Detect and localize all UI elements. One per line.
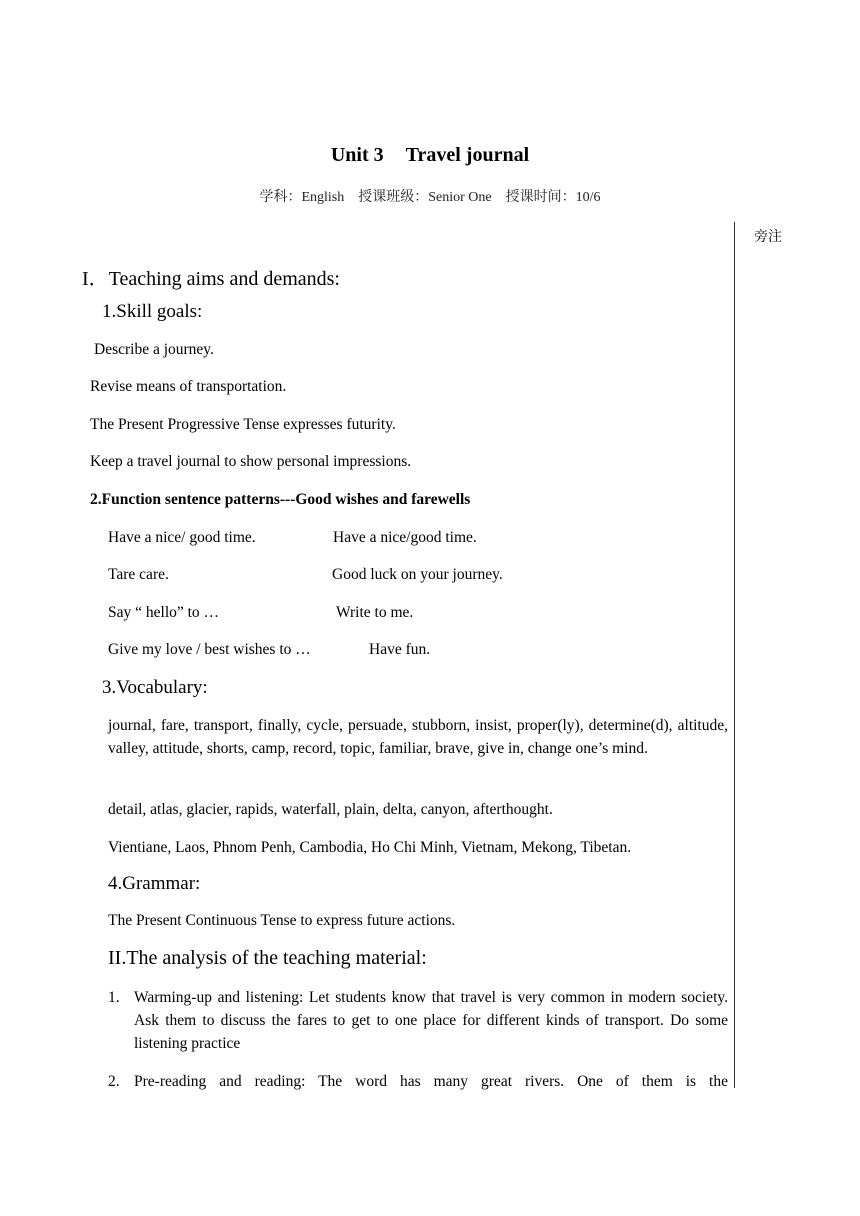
vocabulary-heading: 3.Vocabulary: bbox=[102, 677, 208, 698]
pattern-right: Have a nice/good time. bbox=[333, 529, 477, 546]
class-value: Senior One bbox=[428, 190, 492, 205]
analysis-item-number: 2. bbox=[108, 1073, 120, 1090]
subject-value: English bbox=[301, 190, 345, 205]
pattern-left: Say “ hello” to … bbox=[108, 604, 220, 621]
skill-goal-item: Describe a journey. bbox=[94, 341, 214, 358]
pattern-right: Have fun. bbox=[369, 641, 431, 658]
analysis-item-text: Warming-up and listening: Let students know that travel is very common in modern society. Ask them to discuss the fares to get to one place for different kinds of transport. Do some listening practice bbox=[134, 989, 728, 1052]
page-title bbox=[0, 144, 860, 167]
vocabulary-paragraph: Vientiane, Laos, Phnom Penh, Cambodia, Ho Chi Minh, Vietnam, Mekong, Tibetan. bbox=[108, 839, 632, 856]
class-label: 授课班级： bbox=[358, 190, 429, 205]
section-1-heading: I．Teaching aims and demands: bbox=[82, 268, 340, 290]
pattern-right: Good luck on your journey. bbox=[332, 566, 503, 583]
analysis-item bbox=[108, 986, 728, 1056]
date-label: 授课时间： bbox=[505, 190, 576, 205]
date-value: 10/6 bbox=[575, 190, 601, 205]
skill-goal-item: Revise means of transportation. bbox=[90, 378, 287, 395]
analysis-item bbox=[108, 1070, 728, 1093]
pattern-right: Write to me. bbox=[336, 604, 414, 621]
margin-notes-label: 旁注 bbox=[754, 230, 782, 245]
grammar-text: The Present Continuous Tense to express future actions. bbox=[108, 912, 456, 929]
pattern-left: Have a nice/ good time. bbox=[108, 529, 256, 546]
pattern-left: Give my love / best wishes to … bbox=[108, 641, 311, 658]
grammar-heading: 4.Grammar: bbox=[108, 873, 201, 894]
pattern-left: Tare care. bbox=[108, 566, 169, 583]
title-topic: Travel journal bbox=[405, 144, 530, 166]
function-patterns-heading: 2.Function sentence patterns---Good wishes and farewells bbox=[90, 491, 471, 508]
skill-goal-item: Keep a travel journal to show personal impressions. bbox=[90, 453, 412, 470]
lesson-info bbox=[0, 186, 860, 206]
analysis-item-text: Pre-reading and reading: The word has many great rivers. One of them is the bbox=[134, 1073, 728, 1090]
vocabulary-paragraph: detail, atlas, glacier, rapids, waterfall, plain, delta, canyon, afterthought. bbox=[108, 801, 553, 818]
margin-divider bbox=[734, 222, 735, 1088]
vocabulary-paragraph: journal, fare, transport, finally, cycle, persuade, stubborn, insist, proper(ly), determine(d), altitude, valley, attitude, shorts, camp, record, topic, familiar, brave, give in, change one’s mind. bbox=[108, 717, 728, 757]
subject-label: 学科： bbox=[259, 190, 302, 205]
title-unit: Unit 3 bbox=[330, 144, 384, 166]
section-2-heading: II.The analysis of the teaching material: bbox=[108, 947, 427, 969]
skill-goal-item: The Present Progressive Tense expresses futurity. bbox=[90, 416, 396, 433]
analysis-item-number: 1. bbox=[108, 989, 120, 1006]
skill-goals-heading: 1.Skill goals: bbox=[102, 301, 203, 322]
